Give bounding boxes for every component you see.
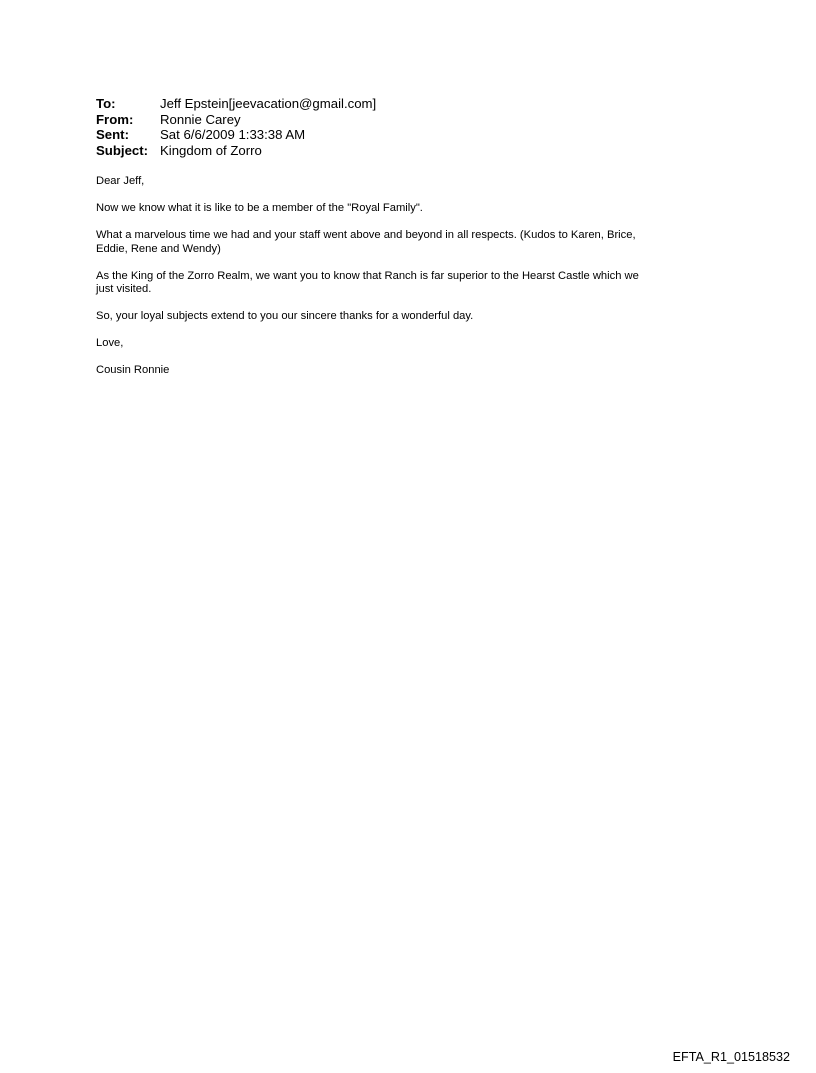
paragraph-4: So, your loyal subjects extend to you our sincere thanks for a wonderful day.: [96, 310, 474, 322]
email-header: [96, 96, 376, 158]
paragraph-3: [96, 270, 736, 297]
sent-label: Sent:: [96, 127, 129, 142]
paragraph-3-line-1: As the King of the Zorro Realm, we want you to know that Ranch is far superior to the Hearst Castle which we: [96, 269, 639, 282]
paragraph-2-line-2: Eddie, Rene and Wendy): [96, 242, 221, 255]
subject-row: [96, 143, 376, 159]
paragraph-3-line-2: just visited.: [96, 283, 152, 295]
sent-row: [96, 127, 376, 143]
document-id: EFTA_R1_01518532: [672, 1050, 790, 1064]
to-label: To:: [96, 96, 116, 111]
sent-value: Sat 6/6/2009 1:33:38 AM: [160, 127, 306, 142]
signature: Cousin Ronnie: [96, 364, 170, 376]
paragraph-2-line-1: What a marvelous time we had and your staff went above and beyond in all respects. (Kudos to Karen, Brice,: [96, 229, 636, 241]
from-label: From:: [96, 111, 134, 127]
paragraph-2: [96, 229, 736, 256]
paragraph-1: Now we know what it is like to be a member of the "Royal Family".: [96, 202, 423, 214]
from-value: Ronnie Carey: [160, 111, 241, 127]
greeting: Dear Jeff,: [96, 175, 145, 187]
to-row: [96, 96, 376, 112]
email-body: [96, 175, 736, 391]
from-row: [96, 112, 376, 128]
subject-label: Subject:: [96, 142, 149, 158]
to-value: Jeff Epstein[jeevacation@gmail.com]: [160, 96, 377, 111]
subject-value: Kingdom of Zorro: [160, 142, 262, 158]
closing: Love,: [96, 337, 124, 349]
